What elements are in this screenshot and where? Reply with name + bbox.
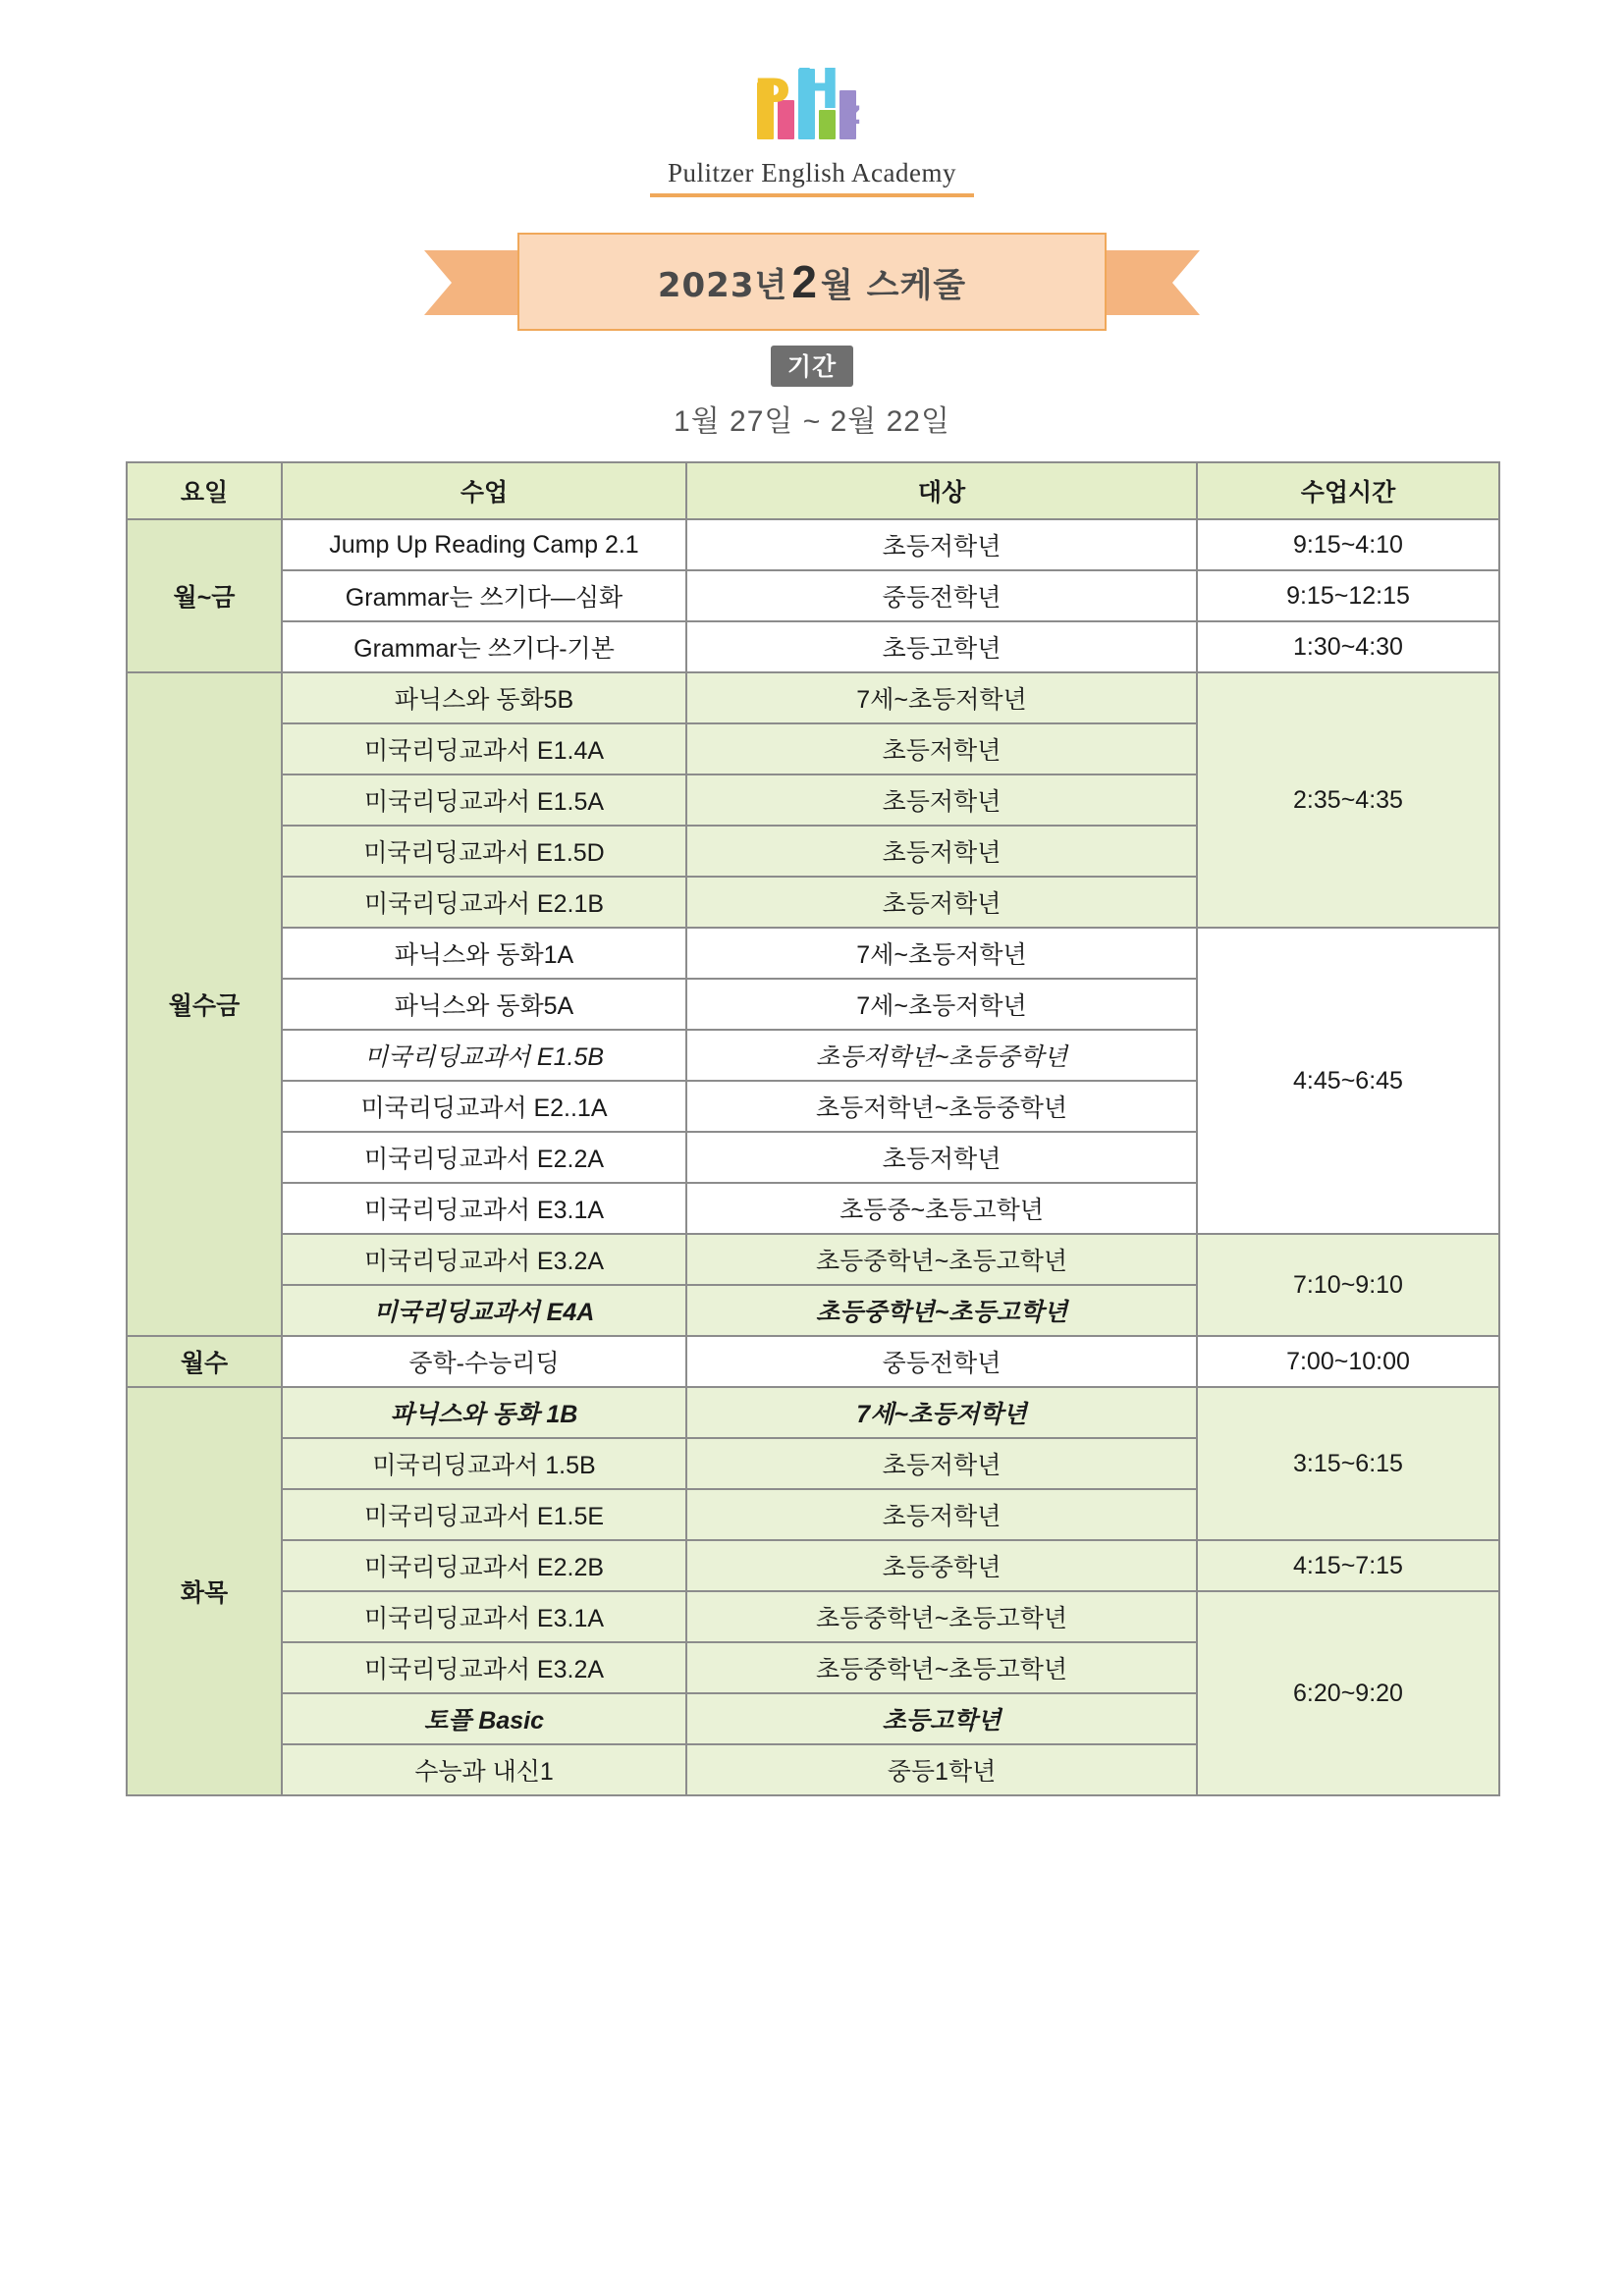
cell-class: 미국리딩교과서 E3.2A	[282, 1642, 686, 1693]
cell-class: 파닉스와 동화5B	[282, 672, 686, 723]
table-row	[127, 621, 1499, 672]
cell-time: 7:00~10:00	[1197, 1336, 1499, 1387]
cell-class: 미국리딩교과서 E2.1B	[282, 877, 686, 928]
cell-target: 초등저학년	[686, 519, 1197, 570]
cell-class: 미국리딩교과서 E4A	[282, 1285, 686, 1336]
cell-class: Grammar는 쓰기다—심화	[282, 570, 686, 621]
banner-month: 2	[791, 256, 817, 307]
cell-class: 수능과 내신1	[282, 1744, 686, 1795]
table-row	[127, 519, 1499, 570]
cell-class: 미국리딩교과서 1.5B	[282, 1438, 686, 1489]
academy-name: Pulitzer English Academy	[668, 158, 956, 187]
cell-class: 미국리딩교과서 E2..1A	[282, 1081, 686, 1132]
cell-target: 초등저학년	[686, 826, 1197, 877]
logo-letter-p: P	[753, 69, 791, 128]
table-row	[127, 928, 1499, 979]
cell-class: 미국리딩교과서 E3.1A	[282, 1591, 686, 1642]
cell-target: 초등중학년~초등고학년	[686, 1642, 1197, 1693]
cell-target: 초등중학년~초등고학년	[686, 1234, 1197, 1285]
cell-target: 중등1학년	[686, 1744, 1197, 1795]
cell-day: 월수	[127, 1336, 282, 1387]
cell-target: 초등저학년	[686, 774, 1197, 826]
cell-class: 중학-수능리딩	[282, 1336, 686, 1387]
cell-day: 월수금	[127, 672, 282, 1336]
table-row	[127, 1387, 1499, 1438]
cell-target: 초등고학년	[686, 1693, 1197, 1744]
table-head	[127, 462, 1499, 519]
table-row	[127, 570, 1499, 621]
cell-day: 월~금	[127, 519, 282, 672]
col-header-class: 수업	[282, 462, 686, 519]
academy-logo	[0, 0, 1624, 197]
cell-class: 미국리딩교과서 E1.4A	[282, 723, 686, 774]
cell-time: 4:15~7:15	[1197, 1540, 1499, 1591]
table-row	[127, 1591, 1499, 1642]
cell-class: 미국리딩교과서 E3.1A	[282, 1183, 686, 1234]
schedule-banner	[424, 233, 1200, 336]
cell-class: 미국리딩교과서 E2.2A	[282, 1132, 686, 1183]
logo-letter-h: H	[794, 58, 840, 122]
table-row	[127, 1336, 1499, 1387]
cell-class: 미국리딩교과서 E1.5A	[282, 774, 686, 826]
cell-target: 초등저학년~초등중학년	[686, 1081, 1197, 1132]
cell-target: 초등중학년~초등고학년	[686, 1591, 1197, 1642]
cell-class: 미국리딩교과서 E3.2A	[282, 1234, 686, 1285]
col-header-time: 수업시간	[1197, 462, 1499, 519]
banner-title: 월 스케줄	[820, 265, 967, 305]
cell-class: 파닉스와 동화5A	[282, 979, 686, 1030]
cell-time: 9:15~12:15	[1197, 570, 1499, 621]
logo-letter-z: z	[841, 93, 861, 133]
table-header-row	[127, 462, 1499, 519]
logo-mark-icon	[733, 57, 891, 147]
period-range: 1월 27일 ~ 2월 22일	[674, 405, 950, 438]
cell-target: 7세~초등저학년	[686, 672, 1197, 723]
cell-time: 9:15~4:10	[1197, 519, 1499, 570]
col-header-day: 요일	[127, 462, 282, 519]
cell-class: 미국리딩교과서 E1.5B	[282, 1030, 686, 1081]
cell-target: 초등저학년	[686, 877, 1197, 928]
cell-time: 1:30~4:30	[1197, 621, 1499, 672]
cell-time: 2:35~4:35	[1197, 672, 1499, 928]
cell-class: 미국리딩교과서 E2.2B	[282, 1540, 686, 1591]
cell-target: 초등저학년~초등중학년	[686, 1030, 1197, 1081]
schedule-table-wrap	[126, 461, 1498, 1796]
table-body	[127, 519, 1499, 1795]
cell-target: 7세~초등저학년	[686, 1387, 1197, 1438]
cell-class: 토플 Basic	[282, 1693, 686, 1744]
cell-time: 4:45~6:45	[1197, 928, 1499, 1234]
cell-class: 파닉스와 동화 1B	[282, 1387, 686, 1438]
table-row	[127, 672, 1499, 723]
cell-day: 화목	[127, 1387, 282, 1795]
period-label: 기간	[771, 346, 853, 387]
cell-target: 중등전학년	[686, 570, 1197, 621]
cell-class: Grammar는 쓰기다-기본	[282, 621, 686, 672]
table-row	[127, 1234, 1499, 1285]
cell-target: 초등중~초등고학년	[686, 1183, 1197, 1234]
cell-target: 초등중학년	[686, 1540, 1197, 1591]
cell-time: 7:10~9:10	[1197, 1234, 1499, 1336]
cell-class: 미국리딩교과서 E1.5D	[282, 826, 686, 877]
cell-target: 초등저학년	[686, 1489, 1197, 1540]
banner-year: 2023년	[657, 265, 788, 305]
cell-target: 중등전학년	[686, 1336, 1197, 1387]
cell-target: 초등중학년~초등고학년	[686, 1285, 1197, 1336]
cell-target: 초등저학년	[686, 1438, 1197, 1489]
cell-target: 초등고학년	[686, 621, 1197, 672]
table-row	[127, 1540, 1499, 1591]
col-header-target: 대상	[686, 462, 1197, 519]
cell-target: 초등저학년	[686, 1132, 1197, 1183]
cell-time: 3:15~6:15	[1197, 1387, 1499, 1540]
cell-class: 파닉스와 동화1A	[282, 928, 686, 979]
logo-underline	[650, 193, 974, 197]
cell-class: Jump Up Reading Camp 2.1	[282, 519, 686, 570]
cell-time: 6:20~9:20	[1197, 1591, 1499, 1795]
cell-class: 미국리딩교과서 E1.5E	[282, 1489, 686, 1540]
ribbon-body	[517, 233, 1107, 331]
cell-target: 7세~초등저학년	[686, 928, 1197, 979]
cell-target: 7세~초등저학년	[686, 979, 1197, 1030]
schedule-table	[126, 461, 1500, 1796]
cell-target: 초등저학년	[686, 723, 1197, 774]
